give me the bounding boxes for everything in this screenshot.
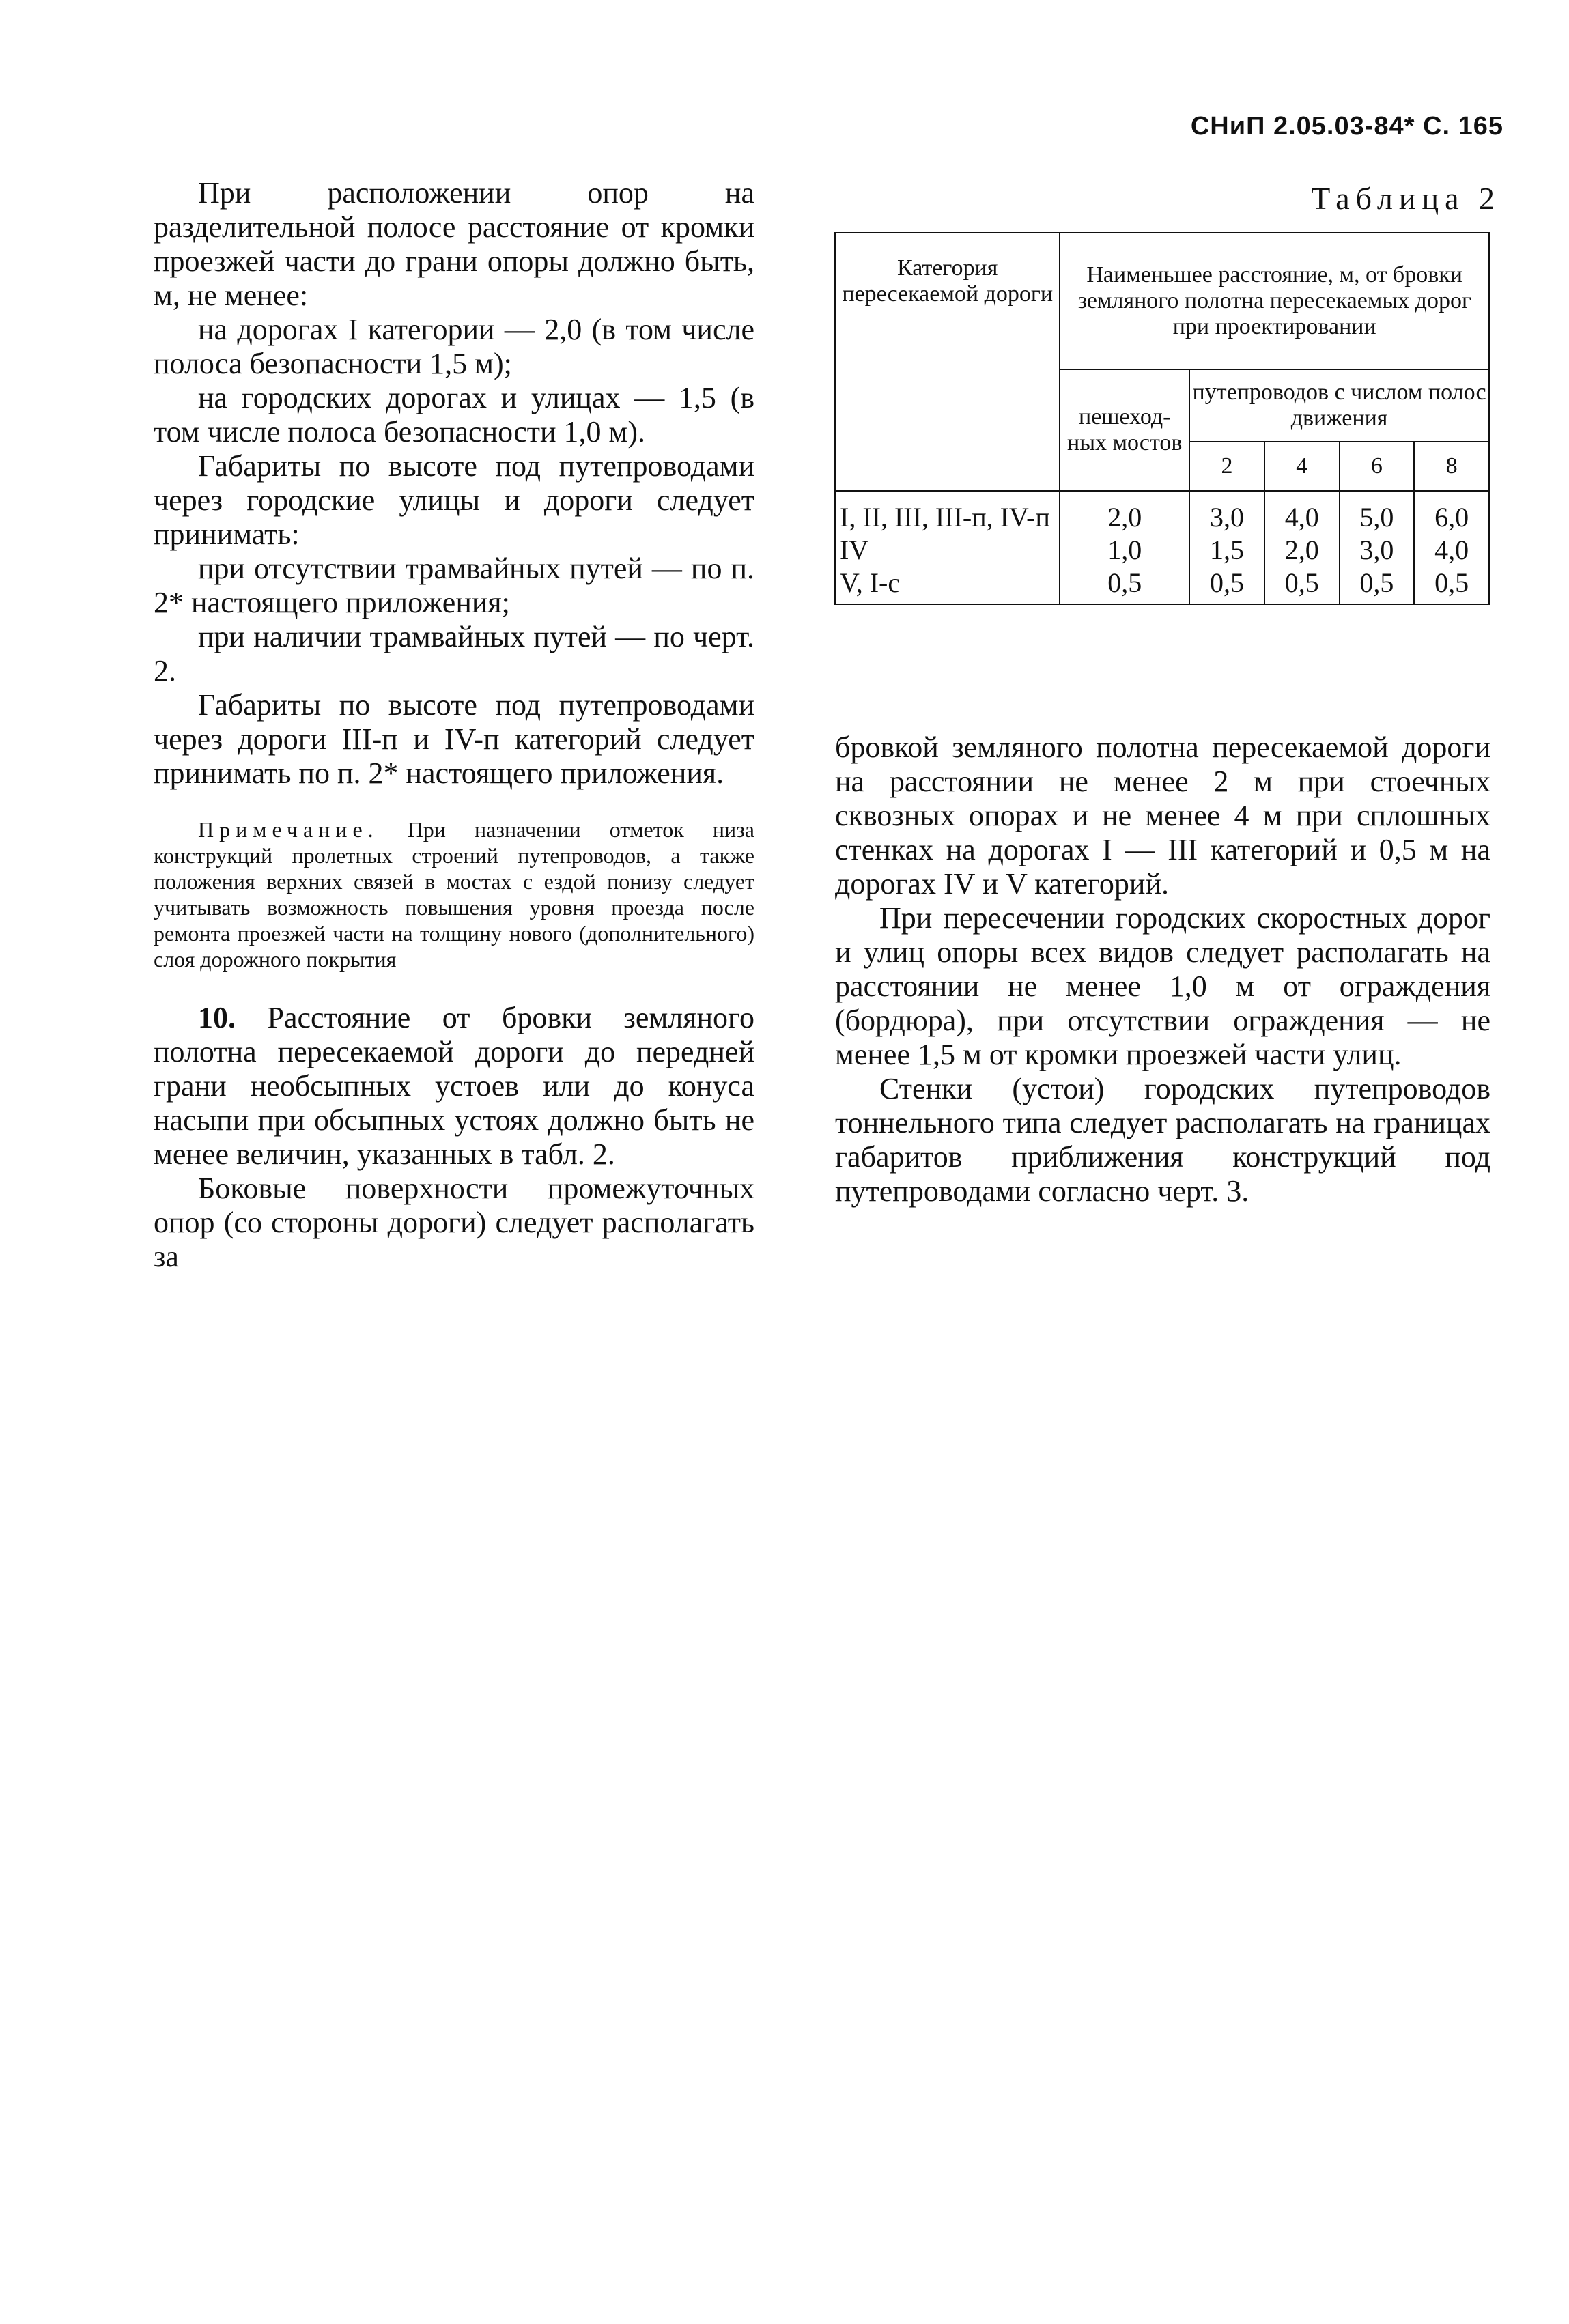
table-2 — [834, 232, 1490, 605]
paragraph: Габариты по высоте под путепроводами через дороги III-п и IV-п категорий следует принимать по п. 2* настоящего приложения. — [154, 688, 754, 790]
paragraph: бровкой земляного полотна пересекаемой дороги на расстоянии не менее 2 м при стоечных сквозных опорах и не менее 4 м при сплошных стенках на дорогах I — III категорий и 0,5 м на дорогах IV и V категорий. — [835, 731, 1490, 901]
cell-value: 4,0 — [1414, 534, 1489, 567]
cell-value: 1,0 — [1060, 534, 1189, 567]
cell-value: 3,0 — [1340, 534, 1415, 567]
paragraph: Стенки (устои) городских путепроводов тоннельного типа следует располагать на границах габаритов приближения конструкций под путепроводами согласно черт. 3. — [835, 1072, 1490, 1208]
cell-value: 0,5 — [1414, 567, 1489, 604]
paragraph: на дорогах I категории — 2,0 (в том числе полоса безопасности 1,5 м); — [154, 313, 754, 380]
header-overpass: путепроводов с числом полос движения — [1189, 369, 1489, 442]
cell-value: 2,0 — [1060, 491, 1189, 534]
header-lanes: 2 — [1189, 442, 1264, 491]
paragraph: При расположении опор на разделительной полосе расстояние от кромки проезжей части до грани опоры должно быть, м, не менее: — [154, 176, 754, 312]
cell-category: V, I-с — [835, 567, 1060, 604]
cell-value: 5,0 — [1340, 491, 1415, 534]
paragraph: При пересечении городских скоростных дорог и улиц опоры всех видов следует располагать на расстоянии не менее 1,0 м от ограждения (бордюра), при отсутствии ограждения — не менее 1,5 м от кромки проезжей части улиц. — [835, 901, 1490, 1071]
cell-category: I, II, III, III-п, IV-п — [835, 491, 1060, 534]
paragraph: Боковые поверхности промежуточных опор (со стороны дороги) следует располагать за — [154, 1172, 754, 1273]
cell-value: 0,5 — [1060, 567, 1189, 604]
header-min-distance: Наименьшее расстояние, м, от бровки земляного полотна пересекаемых дорог при проектировании — [1060, 233, 1489, 369]
cell-value: 0,5 — [1264, 567, 1340, 604]
right-column — [835, 731, 1490, 1208]
paragraph: при наличии трамвайных путей — по черт. 2. — [154, 620, 754, 688]
paragraph: на городских дорогах и улицах — 1,5 (в том числе полоса безопасности 1,0 м). — [154, 381, 754, 449]
table-title: Таблица 2 — [1311, 181, 1501, 216]
cell-value: 0,5 — [1189, 567, 1264, 604]
note-text: При назначении отметок низа конструкций пролетных строений путепроводов, а также положения верхних связей в мостах с ездой понизу следует учитывать возможность повышения уровня проезда после ремонта проезжей части на толщину нового (дополнительного) слоя дорожного покрытия — [154, 817, 754, 972]
cell-value: 2,0 — [1264, 534, 1340, 567]
cell-category: IV — [835, 534, 1060, 567]
cell-value: 0,5 — [1340, 567, 1415, 604]
header-category: Категория пересекаемой дороги — [835, 233, 1060, 491]
header-lanes: 4 — [1264, 442, 1340, 491]
cell-value: 4,0 — [1264, 491, 1340, 534]
cell-value: 3,0 — [1189, 491, 1264, 534]
left-column — [154, 176, 754, 1274]
section-10 — [154, 1001, 754, 1172]
note-label: Примечание. — [198, 817, 379, 842]
cell-value: 6,0 — [1414, 491, 1489, 534]
header-lanes: 8 — [1414, 442, 1489, 491]
header-pedestrian: пешеход-ных мостов — [1060, 369, 1189, 491]
header-lanes: 6 — [1340, 442, 1415, 491]
section-number: 10. — [198, 1001, 236, 1034]
table-row — [835, 534, 1489, 567]
section-text: Расстояние от бровки земляного полотна пересекаемой дороги до передней грани необсыпных устоев или до конуса насыпи при обсыпных устоях должно быть не менее величин, указанных в табл. 2. — [154, 1001, 754, 1171]
table-row — [835, 491, 1489, 534]
page-header: СНиП 2.05.03-84* С. 165 — [1190, 112, 1503, 141]
cell-value: 1,5 — [1189, 534, 1264, 567]
paragraph: Габариты по высоте под путепроводами через городские улицы и дороги следует принимать: — [154, 449, 754, 551]
paragraph: при отсутствии трамвайных путей — по п. 2* настоящего приложения; — [154, 552, 754, 619]
note — [154, 817, 754, 972]
table-row — [835, 567, 1489, 604]
